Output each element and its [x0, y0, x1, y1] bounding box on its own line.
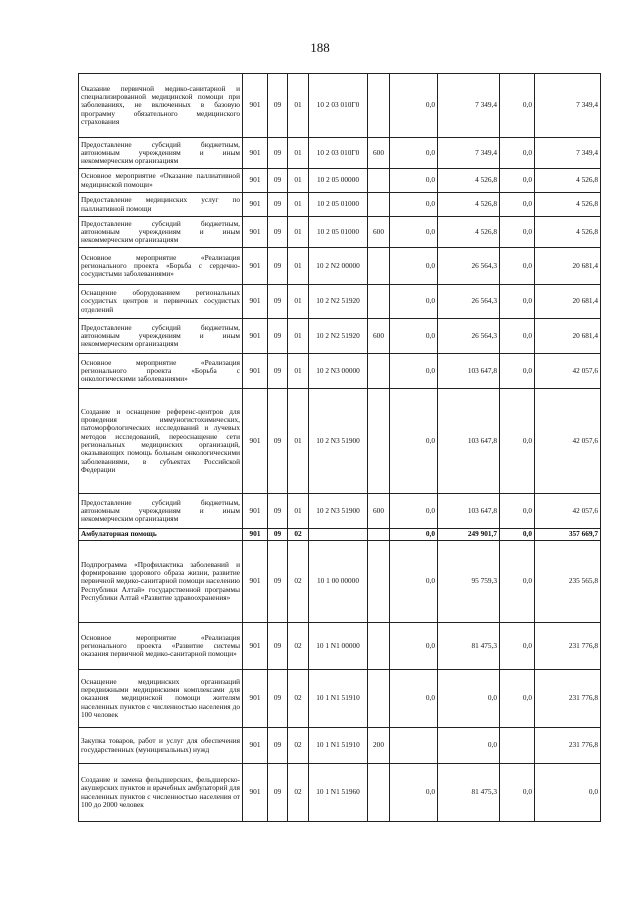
row-section-code-cell: 09	[268, 670, 288, 728]
table-row	[79, 623, 601, 670]
row-target-article-cell: 10 2 05 00000	[309, 169, 368, 193]
row-value-3-cell: 0,0	[500, 541, 535, 623]
row-subsection-code-cell: 02	[288, 623, 309, 670]
row-admin-code-cell: 901	[243, 74, 268, 138]
row-value-4-cell: 42 057,6	[535, 494, 601, 529]
row-value-4-cell: 7 349,4	[535, 138, 601, 169]
row-subsection-code-cell: 01	[288, 138, 309, 169]
row-admin-code-cell: 901	[243, 389, 268, 494]
row-target-article-cell: 10 1 N1 51910	[309, 728, 368, 764]
row-value-1-cell: 0,0	[390, 389, 438, 494]
row-admin-code-cell: 901	[243, 764, 268, 822]
row-name-cell: Оснащение оборудованием региональных сосудистых центров и первичных сосудистых отделений	[79, 285, 243, 319]
row-value-2-cell: 4 526,8	[438, 193, 500, 217]
row-admin-code-cell: 901	[243, 529, 268, 541]
table-row	[79, 169, 601, 193]
row-section-code-cell: 09	[268, 764, 288, 822]
row-section-code-cell: 09	[268, 541, 288, 623]
page-number: 188	[310, 40, 330, 55]
table-row	[79, 74, 601, 138]
row-value-3-cell: 0,0	[500, 138, 535, 169]
row-subsection-code-cell: 01	[288, 74, 309, 138]
row-value-2-cell: 4 526,8	[438, 169, 500, 193]
row-value-1-cell: 0,0	[390, 494, 438, 529]
row-subsection-code-cell: 02	[288, 541, 309, 623]
row-value-3-cell: 0,0	[500, 285, 535, 319]
row-section-code-cell: 09	[268, 389, 288, 494]
table-row	[79, 670, 601, 728]
row-admin-code-cell: 901	[243, 623, 268, 670]
row-value-2-cell: 0,0	[438, 670, 500, 728]
row-value-3-cell: 0,0	[500, 248, 535, 285]
row-value-3-cell: 0,0	[500, 494, 535, 529]
row-target-article-cell: 10 2 05 01000	[309, 193, 368, 217]
row-subsection-code-cell: 01	[288, 494, 309, 529]
row-section-code-cell: 09	[268, 529, 288, 541]
row-value-4-cell: 42 057,6	[535, 354, 601, 389]
row-subsection-code-cell: 02	[288, 728, 309, 764]
row-expense-type-cell	[368, 74, 390, 138]
row-target-article-cell: 10 2 03 010Г0	[309, 74, 368, 138]
row-value-3-cell: 0,0	[500, 169, 535, 193]
row-subsection-code-cell: 01	[288, 193, 309, 217]
row-target-article-cell: 10 2 N3 51900	[309, 389, 368, 494]
row-section-code-cell: 09	[268, 193, 288, 217]
table-row	[79, 319, 601, 354]
row-target-article-cell: 10 2 N2 51920	[309, 285, 368, 319]
row-admin-code-cell: 901	[243, 670, 268, 728]
row-subsection-code-cell: 01	[288, 354, 309, 389]
row-expense-type-cell	[368, 764, 390, 822]
row-section-code-cell: 09	[268, 354, 288, 389]
table-row	[79, 541, 601, 623]
row-value-4-cell: 357 669,7	[535, 529, 601, 541]
row-name-cell: Создание и оснащение референс-центров для проведения иммуногистохимических, патоморфологических исследований и лучевых методов исследований, переоснащение сети региональных медицинских организаций, оказывающих помощь больным онкологическими заболеваниями, в субъектах Российской Федерации	[79, 389, 243, 494]
row-value-4-cell: 4 526,8	[535, 217, 601, 248]
row-target-article-cell	[309, 529, 368, 541]
row-target-article-cell: 10 1 N1 00000	[309, 623, 368, 670]
row-target-article-cell: 10 2 N2 51920	[309, 319, 368, 354]
row-target-article-cell: 10 2 05 01000	[309, 217, 368, 248]
row-subsection-code-cell: 01	[288, 248, 309, 285]
row-value-2-cell: 81 475,3	[438, 623, 500, 670]
row-target-article-cell: 10 2 N3 51900	[309, 494, 368, 529]
row-admin-code-cell: 901	[243, 138, 268, 169]
row-expense-type-cell	[368, 541, 390, 623]
row-value-2-cell: 95 759,3	[438, 541, 500, 623]
row-expense-type-cell	[368, 670, 390, 728]
row-value-3-cell: 0,0	[500, 389, 535, 494]
row-value-2-cell: 103 647,8	[438, 494, 500, 529]
row-value-2-cell: 7 349,4	[438, 74, 500, 138]
row-section-code-cell: 09	[268, 169, 288, 193]
row-section-code-cell: 09	[268, 74, 288, 138]
row-target-article-cell: 10 2 N3 00000	[309, 354, 368, 389]
row-value-1-cell: 0,0	[390, 248, 438, 285]
row-value-4-cell: 0,0	[535, 764, 601, 822]
row-subsection-code-cell: 02	[288, 670, 309, 728]
row-value-2-cell: 0,0	[438, 728, 500, 764]
row-section-code-cell: 09	[268, 623, 288, 670]
row-name-cell: Оказание первичной медико-санитарной и специализированной медицинской помощи при заболеваниях, не включенных в базовую программу обязательного медицинского страхования	[79, 74, 243, 138]
row-value-1-cell: 0,0	[390, 217, 438, 248]
row-value-2-cell: 7 349,4	[438, 138, 500, 169]
row-name-cell: Предоставление субсидий бюджетным, автономным учреждениям и иным некоммерческим организациям	[79, 494, 243, 529]
row-section-code-cell: 09	[268, 285, 288, 319]
row-name-cell: Амбулаторная помощь	[79, 529, 243, 541]
row-section-code-cell: 09	[268, 494, 288, 529]
row-expense-type-cell	[368, 285, 390, 319]
table-row	[79, 193, 601, 217]
table-row	[79, 354, 601, 389]
table-row	[79, 494, 601, 529]
row-value-3-cell: 0,0	[500, 623, 535, 670]
row-target-article-cell: 10 2 03 010Г0	[309, 138, 368, 169]
row-admin-code-cell: 901	[243, 217, 268, 248]
row-value-3-cell: 0,0	[500, 319, 535, 354]
row-section-code-cell: 09	[268, 319, 288, 354]
row-value-4-cell: 42 057,6	[535, 389, 601, 494]
row-admin-code-cell: 901	[243, 248, 268, 285]
row-value-2-cell: 249 901,7	[438, 529, 500, 541]
row-target-article-cell: 10 2 N2 00000	[309, 248, 368, 285]
row-expense-type-cell: 600	[368, 217, 390, 248]
row-subsection-code-cell: 01	[288, 169, 309, 193]
row-expense-type-cell	[368, 354, 390, 389]
row-value-4-cell: 7 349,4	[535, 74, 601, 138]
row-value-3-cell: 0,0	[500, 529, 535, 541]
row-subsection-code-cell: 01	[288, 217, 309, 248]
row-value-2-cell: 103 647,8	[438, 354, 500, 389]
row-value-4-cell: 4 526,8	[535, 193, 601, 217]
row-value-2-cell: 4 526,8	[438, 217, 500, 248]
row-value-2-cell: 103 647,8	[438, 389, 500, 494]
row-value-1-cell: 0,0	[390, 764, 438, 822]
row-expense-type-cell: 600	[368, 494, 390, 529]
row-admin-code-cell: 901	[243, 319, 268, 354]
row-subsection-code-cell: 01	[288, 319, 309, 354]
row-name-cell: Основное мероприятие «Реализация регионального проекта «Развитие системы оказания первичной медико-санитарной помощи»	[79, 623, 243, 670]
row-value-1-cell: 0,0	[390, 623, 438, 670]
row-value-2-cell: 26 564,3	[438, 319, 500, 354]
row-value-3-cell: 0,0	[500, 354, 535, 389]
row-value-4-cell: 235 565,8	[535, 541, 601, 623]
row-subsection-code-cell: 02	[288, 764, 309, 822]
row-value-3-cell: 0,0	[500, 74, 535, 138]
row-name-cell: Предоставление субсидий бюджетным, автономным учреждениям и иным некоммерческим организациям	[79, 138, 243, 169]
row-value-3-cell	[500, 728, 535, 764]
row-admin-code-cell: 901	[243, 193, 268, 217]
row-value-1-cell: 0,0	[390, 529, 438, 541]
row-value-1-cell: 0,0	[390, 74, 438, 138]
row-subsection-code-cell: 01	[288, 389, 309, 494]
row-value-3-cell: 0,0	[500, 764, 535, 822]
row-admin-code-cell: 901	[243, 541, 268, 623]
row-name-cell: Основное мероприятие «Оказание паллиативной медицинской помощи»	[79, 169, 243, 193]
table-row	[79, 529, 601, 541]
table-row	[79, 138, 601, 169]
row-subsection-code-cell: 01	[288, 285, 309, 319]
row-value-1-cell: 0,0	[390, 319, 438, 354]
table-row	[79, 389, 601, 494]
row-value-4-cell: 231 776,8	[535, 670, 601, 728]
row-value-4-cell: 231 776,8	[535, 728, 601, 764]
row-value-3-cell: 0,0	[500, 670, 535, 728]
row-value-2-cell: 26 564,3	[438, 248, 500, 285]
row-subsection-code-cell: 02	[288, 529, 309, 541]
budget-table-body	[79, 74, 601, 822]
row-target-article-cell: 10 1 N1 51910	[309, 670, 368, 728]
row-section-code-cell: 09	[268, 138, 288, 169]
budget-table	[78, 73, 601, 822]
row-value-1-cell: 0,0	[390, 193, 438, 217]
table-row	[79, 285, 601, 319]
row-expense-type-cell: 600	[368, 138, 390, 169]
table-row	[79, 728, 601, 764]
row-value-2-cell: 26 564,3	[438, 285, 500, 319]
row-section-code-cell: 09	[268, 728, 288, 764]
row-name-cell: Закупка товаров, работ и услуг для обеспечения государственных (муниципальных) нужд	[79, 728, 243, 764]
row-value-2-cell: 81 475,3	[438, 764, 500, 822]
row-expense-type-cell	[368, 389, 390, 494]
table-row	[79, 764, 601, 822]
row-name-cell: Оснащение медицинских организаций передвижными медицинскими комплексами для оказания медицинской помощи жителям населенных пунктов с численностью населения до 100 человек	[79, 670, 243, 728]
row-value-1-cell: 0,0	[390, 670, 438, 728]
row-value-1-cell: 0,0	[390, 138, 438, 169]
row-expense-type-cell	[368, 529, 390, 541]
row-expense-type-cell	[368, 248, 390, 285]
row-expense-type-cell: 200	[368, 728, 390, 764]
row-name-cell: Создание и замена фельдшерских, фельдшерско-акушерских пунктов и врачебных амбулаторий для населенных пунктов с численностью населения от 100 до 2000 человек	[79, 764, 243, 822]
row-section-code-cell: 09	[268, 217, 288, 248]
table-row	[79, 217, 601, 248]
row-value-4-cell: 20 681,4	[535, 319, 601, 354]
row-admin-code-cell: 901	[243, 494, 268, 529]
row-name-cell: Предоставление субсидий бюджетным, автономным учреждениям и иным некоммерческим организациям	[79, 319, 243, 354]
row-expense-type-cell: 600	[368, 319, 390, 354]
row-value-1-cell: 0,0	[390, 541, 438, 623]
row-admin-code-cell: 901	[243, 728, 268, 764]
row-expense-type-cell	[368, 193, 390, 217]
row-target-article-cell: 10 1 N1 51960	[309, 764, 368, 822]
row-name-cell: Предоставление субсидий бюджетным, автономным учреждениям и иным некоммерческим организациям	[79, 217, 243, 248]
row-admin-code-cell: 901	[243, 285, 268, 319]
row-name-cell: Основное мероприятие «Реализация регионального проекта «Борьба с онкологическими заболеваниями»	[79, 354, 243, 389]
row-name-cell: Основное мероприятие «Реализация регионального проекта «Борьба с сердечно-сосудистыми заболеваниями»	[79, 248, 243, 285]
row-expense-type-cell	[368, 169, 390, 193]
row-value-4-cell: 20 681,4	[535, 248, 601, 285]
table-row	[79, 248, 601, 285]
row-value-1-cell: 0,0	[390, 354, 438, 389]
row-value-1-cell: 0,0	[390, 285, 438, 319]
row-value-1-cell: 0,0	[390, 169, 438, 193]
row-name-cell: Предоставление медицинских услуг по паллиативной помощи	[79, 193, 243, 217]
row-value-1-cell	[390, 728, 438, 764]
row-value-3-cell: 0,0	[500, 217, 535, 248]
row-value-4-cell: 20 681,4	[535, 285, 601, 319]
row-target-article-cell: 10 1 00 00000	[309, 541, 368, 623]
row-name-cell: Подпрограмма «Профилактика заболеваний и формирование здорового образа жизни, развитие первичной медико-санитарной помощи населению Республики Алтай» государственной программы Республики Алтай «Развитие здравоохранения»	[79, 541, 243, 623]
row-admin-code-cell: 901	[243, 354, 268, 389]
row-admin-code-cell: 901	[243, 169, 268, 193]
row-section-code-cell: 09	[268, 248, 288, 285]
row-value-4-cell: 4 526,8	[535, 169, 601, 193]
row-expense-type-cell	[368, 623, 390, 670]
row-value-3-cell: 0,0	[500, 193, 535, 217]
row-value-4-cell: 231 776,8	[535, 623, 601, 670]
